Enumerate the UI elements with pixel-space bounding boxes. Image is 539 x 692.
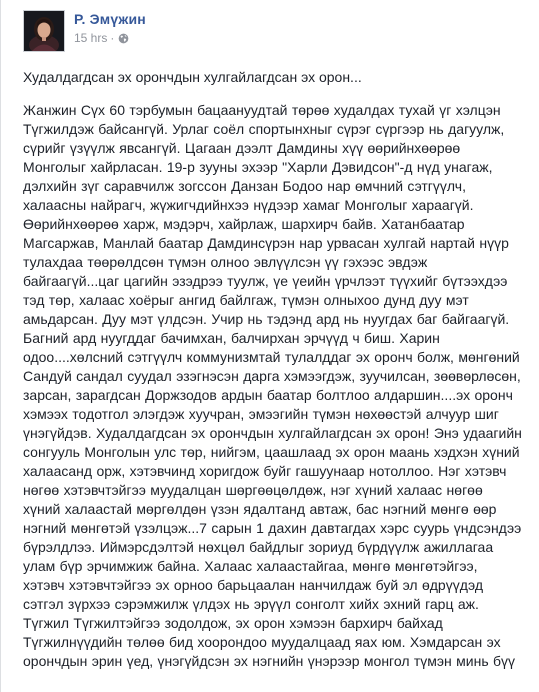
post-title-text: Худалдагдсан эх орончдын хулгайлагдсан эх орон... [23,69,362,85]
post-subline [74,31,146,45]
avatar-image [24,11,64,51]
post-body [23,68,523,671]
author-name[interactable]: Р. Эмүжин [74,11,146,27]
avatar[interactable] [23,10,65,52]
post-timestamp[interactable]: 15 hrs [74,31,108,45]
post-paragraph: Жанжин Сүх 60 тэрбумын бацаануудтай төрөө худалдах тухай үг хэлцэн Түгжилдэж байсангүй. Урлаг соёл спортынхныг сүрэг сүргээр нь дагуулж, сүрийг үзүүлж явсангүй. Цагаан дээлт Дамдины хүү өөрийнхөөрөө Монголыг хайрласан. 19-р зууны эхээр "Харли Дэвидсон"-д нүд унагаж, дэлхийн зүг саравчилж зогссон Данзан Бодоо нар өмчний сэтгүүлч, халаасны найрагч, жүжигчдийнхээ нүдээр хамаг Монголыг хараагүй. Өөрийнхөөрөө харж, мэдэрч, хайрлаж, шархирч байв. Хатанбаатар Магсаржав, Манлай баатар Дамдинсүрэн нар урвасан хулгай нартай нүүр тулахдаа төөрөлдсөн түмэн олноо эвлүүлсэн үү гэхээс эвдэж байгаагүй...цаг цагийн эзэдрээ туулж, үе үеийн үрчлээт түүхийг бүтээхдээ тэд төр, халаас хоёрыг ангид байлгаж, түмэн олныхоо дунд дуу мэт амьдарсан. Дуу мэт үлдсэн. Учир нь тэдэнд ард нь нуугдах баг байгаагүй. Багний ард нуугддаг бачимхан, балчирхан эрчүүд ч биш. Харин одоо....хөлсний сэтгүүлч коммунизмтай тулалддаг эх оронч болж, мөнгөний Сандуй сандал суудал эзэгнэсэн дарга хэмээгдэж, зуучилсан, зөөвөрлөсөн, зарсан, зарагдсан Доржзодов ардын баатар болтлоо алдаршин....эх оронч хэмээх тодотгол элэгдэж хуучран, эмээгийн түмэн нөхөөстэй алчуур шиг үнэгүйдэв. Худалдагдсан эх орончдын хулгайлагдсан эх орон! Энэ удаагийн сонгууль Монголын улс төр, нийгэм, цаашлаад эх орон маань хэдхэн хүний халаасанд орж, хэтэвчинд хоригдож буйг гашуунаар нотоллоо. Нэг хэтэвч нөгөө хэтэвчтэйгээ муудалцан шөргөөцөлдөж, нэг хүний халаас нөгөө хүний халаастай мөргөлдөн үзэн ядалтанд автаж, бас нэгний мөнгө өөр нэгний мөнгөтэй үзэлцэж...7 сарын 1 дахин давтагдах хэрс суурь үндсэндээ бүрэлдлээ. Иймэрсдэлтэй нөхцөл байдлыг зориуд бүрдүүлж ажиллагаа улам бүр эрчимжиж байна. Халаас халаастайгаа, мөнгө мөнгөтэйгээ, хэтэвч хэтэвчтэйгээ эх орноо барьцаалан нанчилдаж буй эл өдрүүдэд сэтгэл зүрхээ сэрэмжилж үлдэх нь эрүүл сонголт хийх эхний гарц аж. Түгжил Түгжилтэйгээ зодолдож, эх орон хэмээн бархирч байхад Түгжилнүүдийн төлөө бид хоорондоо муудалцаад яах юм. Хэмдарсан эх орончдын эрин үед, үнэгүйдсэн эх нэгнийн үнэрээр монгол түмэн минь бүү [23,102,522,669]
post-meta [74,10,146,45]
post-header [23,10,146,52]
separator-dot: · [110,31,115,45]
globe-icon[interactable] [118,33,129,44]
